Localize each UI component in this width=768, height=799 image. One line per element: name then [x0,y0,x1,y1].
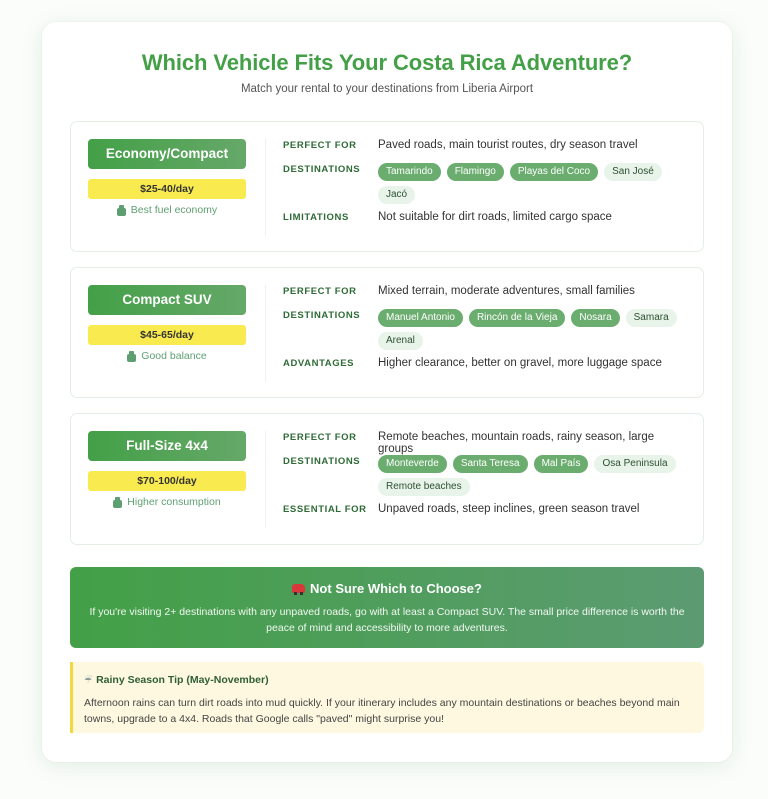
perfect-for-label: PERFECT FOR [283,432,357,443]
vehicle-details [283,431,691,515]
destinations-label: DESTINATIONS [283,310,361,321]
destination-tags [378,163,678,204]
recommendation-banner [70,567,704,648]
price-badge: $70-100/day [88,471,246,491]
recommendation-text: If you're visiting 2+ destinations with any unpaved roads, go with at least a Compact SUV. The small price difference is worth the peace of mind and accessibility to more adventures. [89,606,685,634]
tip-title [84,674,269,686]
destination-tag: Tamarindo [378,163,441,181]
page-subtitle: Match your rental to your destinations from Liberia Airport [240,83,534,95]
destinations-row [283,163,691,204]
perfect-for-row [283,139,691,163]
price-badge: $25-40/day [88,179,246,199]
destinations-row [283,455,691,496]
umbrella-rain-icon: ☔ [84,674,93,685]
destinations-row [283,309,691,350]
vehicle-summary [88,285,246,362]
vehicle-summary [88,139,246,216]
essential-for-value: Unpaved roads, steep inclines, green season travel [378,503,640,515]
vehicle-card-full-size-4x4 [70,413,704,545]
tip-text: Afternoon rains can turn dirt roads into mud quickly. If your itinerary includes any mountain destinations or beaches beyond main towns, upgrade to a 4x4. Roads that Google calls "paved" might surprise you! [84,697,680,725]
advantages-label: ADVANTAGES [283,358,355,369]
vehicle-guide-container [42,22,732,762]
perfect-for-row [283,431,691,455]
essential-for-label: ESSENTIAL FOR [283,504,367,515]
vehicle-name: Compact SUV [88,285,246,315]
destination-tag: San José [604,163,662,181]
perfect-for-label: PERFECT FOR [283,140,357,151]
vehicle-details [283,285,691,369]
fuel-note [88,350,246,362]
price-badge: $45-65/day [88,325,246,345]
perfect-for-value: Mixed terrain, moderate adventures, small families [378,285,635,297]
destination-tag: Nosara [571,309,619,327]
destinations-label: DESTINATIONS [283,164,361,175]
destination-tag: Playas del Coco [510,163,598,181]
destination-tag: Rincón de la Vieja [469,309,565,327]
destination-tag: Manuel Antonio [378,309,463,327]
advantages-row [283,357,691,369]
vehicle-card-compact-suv [70,267,704,398]
vehicle-details [283,139,691,223]
limitations-row [283,211,691,223]
limitations-value: Not suitable for dirt roads, limited cargo space [378,211,612,223]
vehicle-card-economy [70,121,704,252]
column-divider [265,139,266,236]
fuel-note-text: Best fuel economy [130,204,218,216]
vehicle-summary [88,431,246,508]
destination-tag: Santa Teresa [453,455,528,473]
destination-tags [378,309,678,350]
fuel-note [88,496,246,508]
perfect-for-value: Paved roads, main tourist routes, dry season travel [378,139,638,151]
destinations-label: DESTINATIONS [283,456,361,467]
page-title: Which Vehicle Fits Your Costa Rica Adventure? [141,50,633,75]
perfect-for-row [283,285,691,309]
tip-title-text: Rainy Season Tip (May-November) [96,674,269,686]
vehicle-name: Full-Size 4x4 [88,431,246,461]
destination-tags [378,455,678,496]
recommendation-title [70,581,704,596]
destination-tag: Monteverde [378,455,447,473]
fuel-note-text: Good balance [141,350,207,362]
destination-tag: Arenal [378,332,423,350]
destination-tag: Remote beaches [378,478,470,496]
destination-tag: Mal País [534,455,589,473]
limitations-label: LIMITATIONS [283,212,349,223]
fuel-note [88,204,246,216]
recommendation-title-text: Not Sure Which to Choose? [310,581,482,596]
destination-tag: Osa Peninsula [594,455,675,473]
perfect-for-value: Remote beaches, mountain roads, rainy season, large groups [378,431,655,455]
car-icon [292,584,305,593]
advantages-value: Higher clearance, better on gravel, more luggage space [378,357,662,369]
essential-for-row [283,503,691,515]
vehicle-name: Economy/Compact [88,139,246,169]
column-divider [265,285,266,382]
destination-tag: Jacó [378,186,415,204]
rainy-season-tip [70,662,704,733]
destination-tag: Flamingo [447,163,504,181]
destination-tag: Samara [626,309,677,327]
fuel-note-text: Higher consumption [127,496,221,508]
fuel-pump-icon [117,205,126,216]
perfect-for-label: PERFECT FOR [283,286,357,297]
column-divider [265,431,266,528]
fuel-pump-icon [113,497,122,508]
fuel-pump-icon [127,351,136,362]
